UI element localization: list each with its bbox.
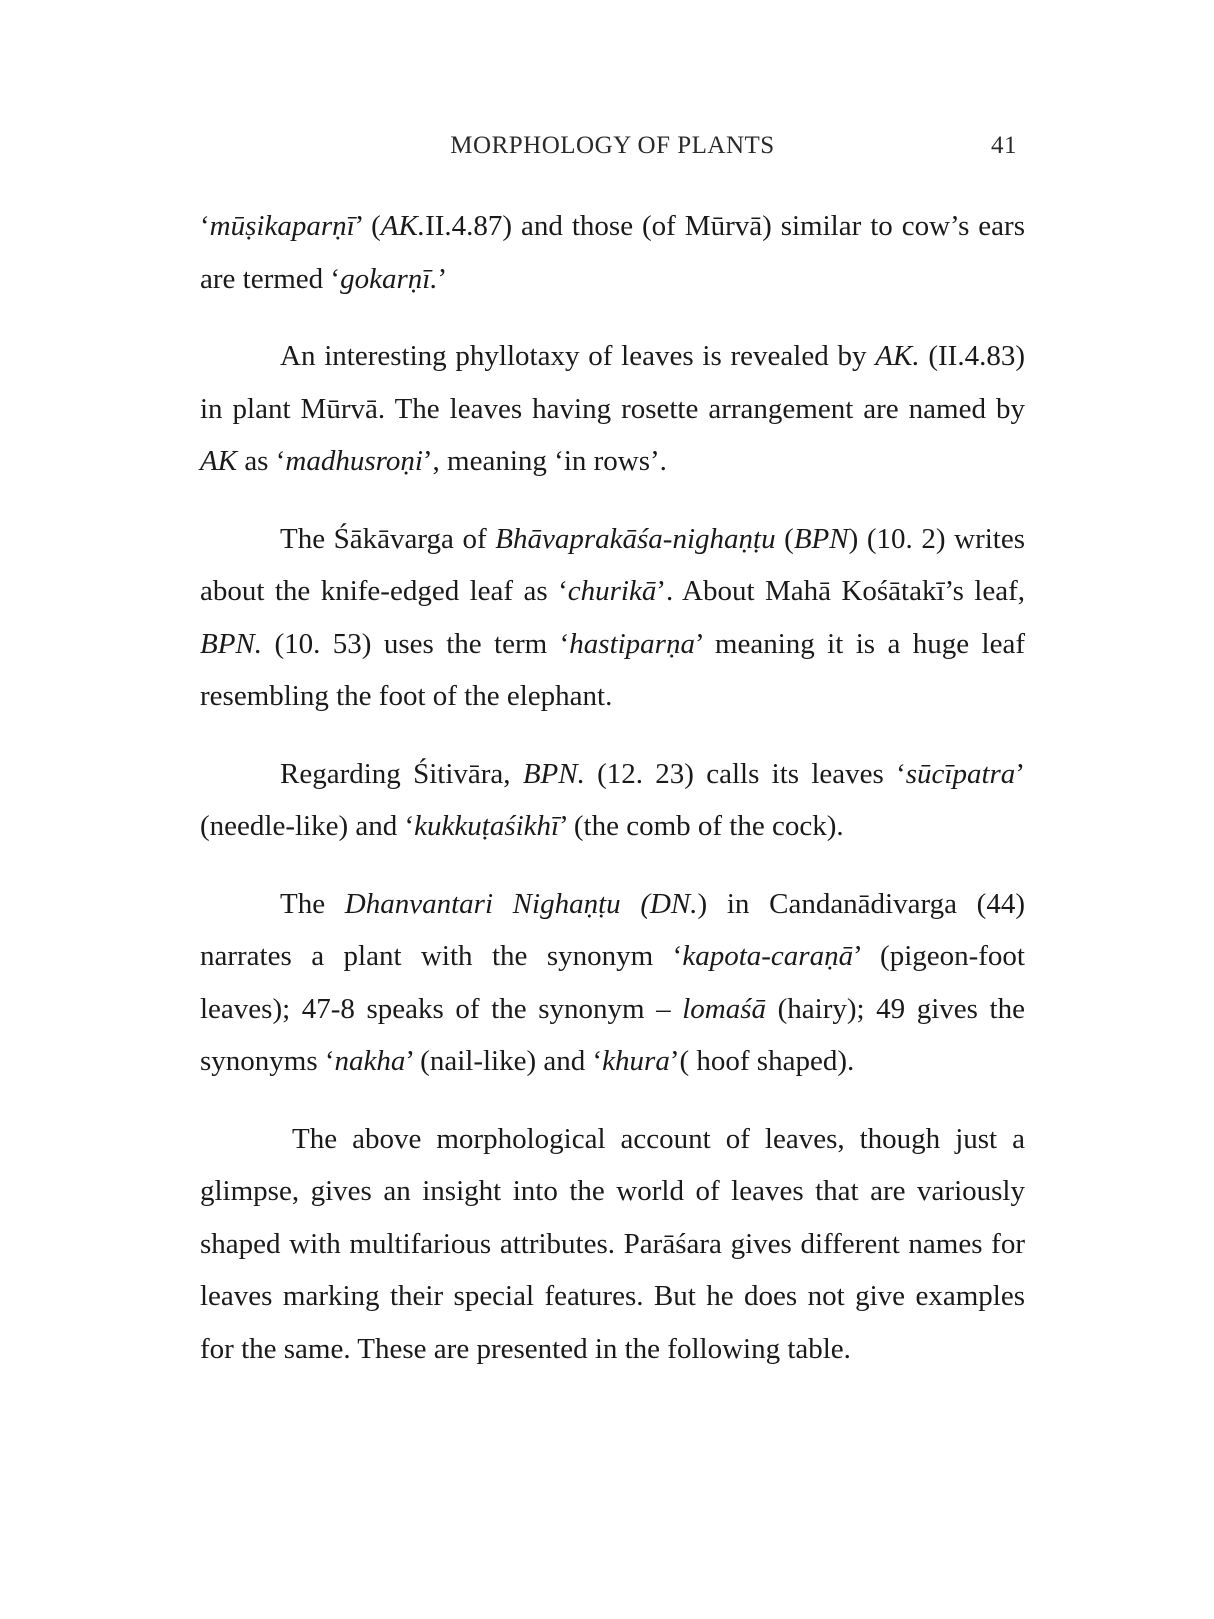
paragraph-4	[200, 748, 1025, 853]
text-run: ’ (needle-like) and ‘	[200, 757, 1025, 842]
text-run: (II.4.83) in plant Mūrvā. The leaves having rosette arrangement are named by	[200, 340, 1025, 425]
italic-term: AK	[200, 445, 238, 477]
text-run: ’( hoof shaped).	[669, 1045, 855, 1077]
text-run: The Śākāvarga of	[280, 522, 496, 555]
italic-term: sūcīpatra	[905, 757, 1016, 790]
text-run: ’, meaning ‘in rows’.	[422, 445, 667, 477]
text-run: II.4.87) and those (of Mūrvā) similar to cow’s ears are termed ‘	[200, 210, 1025, 295]
text-run: ’ meaning it is a huge leaf resembling the foot of the elephant.	[200, 627, 1025, 712]
text-run: The above morphological account of leaves, though just a glimpse, gives an insight into the world of leaves that are variously shaped with multifarious attributes. Parāśara gives different names for leaves marking their special features. But he does not give examples for the same. These are presented in the following table.	[200, 1122, 1025, 1365]
text-run: An interesting phyllotaxy of leaves is revealed by	[280, 340, 876, 372]
paragraph-5	[200, 878, 1025, 1088]
running-header	[200, 132, 1025, 168]
italic-term: churikā	[567, 575, 657, 607]
italic-term: AK.	[380, 210, 426, 242]
text-run: ‘	[200, 210, 210, 242]
text-run: as ‘	[237, 445, 286, 477]
paragraph-1	[200, 200, 1025, 305]
italic-term: Bhāvaprakāśa-nighaṇṭu	[495, 522, 776, 555]
body-text	[200, 200, 1025, 1400]
italic-term: gokarṇī.	[340, 262, 438, 295]
text-run: Regarding Śitivāra,	[280, 757, 523, 790]
page-number: 41	[991, 132, 1017, 159]
italic-term: Dhanvantari Nighaṇṭu (DN.	[344, 887, 698, 920]
italic-term: BPN.	[200, 627, 263, 660]
italic-term: khura	[602, 1045, 670, 1077]
paragraph-3	[200, 513, 1025, 723]
text-run: ’ (pigeon-foot leaves); 47-8 speaks of the synonym –	[200, 940, 1025, 1025]
text-run: ’ (the comb of the cock).	[559, 810, 844, 842]
chapter-title: MORPHOLOGY OF PLANTS	[450, 132, 775, 159]
italic-term: kukkuṭaśikhī	[414, 810, 560, 842]
text-run: ’	[437, 262, 448, 295]
italic-term: madhusroṇi	[285, 445, 423, 477]
text-run: The	[280, 887, 345, 920]
italic-term: lomaśā	[682, 992, 767, 1025]
text-run: (12. 23) calls its leaves ‘	[584, 757, 906, 790]
text-run: (hairy); 49 gives the synonyms ‘	[200, 992, 1025, 1077]
text-run: ’ (	[354, 210, 381, 242]
text-run: ) in Candanādivarga (44) narrates a plant with the synonym ‘	[200, 887, 1025, 972]
text-run: (	[775, 522, 794, 555]
text-run: ) (10. 2) writes about the knife-edged leaf as ‘	[200, 522, 1025, 607]
document-page	[200, 0, 1025, 1619]
paragraph-6	[200, 1113, 1025, 1376]
text-run: ’. About Mahā Kośātakī’s leaf,	[656, 575, 1025, 607]
paragraph-2	[200, 330, 1025, 488]
italic-term: AK.	[875, 340, 920, 372]
italic-term: BPN	[793, 522, 849, 555]
text-run: (10. 53) uses the term ‘	[262, 627, 570, 660]
italic-term: mūṣikaparṇī	[209, 210, 355, 242]
text-run: ’ (nail-like) and ‘	[405, 1045, 603, 1077]
italic-term: nakha	[334, 1045, 406, 1077]
italic-term: hastiparṇa	[569, 627, 695, 660]
italic-term: kapota-caraṇā	[682, 940, 854, 972]
italic-term: BPN.	[522, 757, 585, 790]
